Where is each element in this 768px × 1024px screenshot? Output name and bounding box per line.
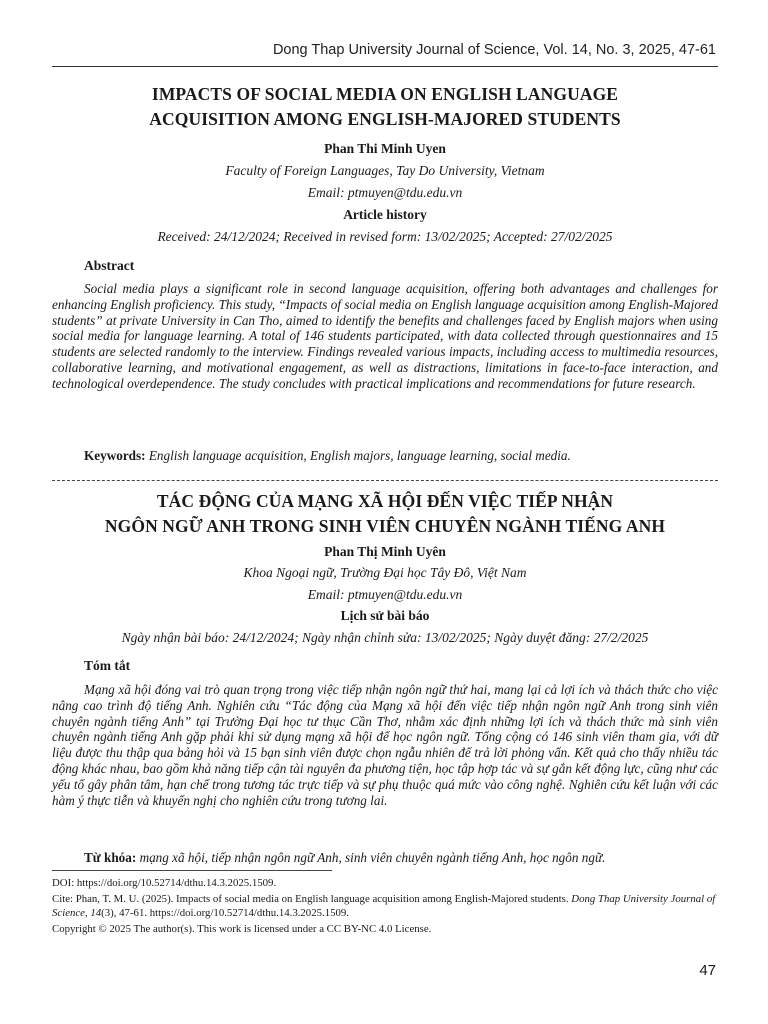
- english-affiliation: Faculty of Foreign Languages, Tay Do University, Vietnam: [225, 163, 545, 178]
- vietnamese-affiliation: Khoa Ngoại ngữ, Trường Đại học Tây Đô, Việt Nam: [243, 565, 527, 580]
- footnote-rule: [52, 870, 332, 871]
- english-author: Phan Thi Minh Uyen: [324, 141, 446, 156]
- journal-header: Dong Thap University Journal of Science, Vol. 14, No. 3, 2025, 47-61: [272, 42, 716, 58]
- section-divider-dashed: [52, 480, 718, 481]
- english-abstract-heading: Abstract: [84, 258, 135, 273]
- vietnamese-author: Phan Thị Minh Uyên: [324, 544, 446, 559]
- citation-journal: Dong Thap University Journal of Science, 14: [52, 893, 716, 919]
- english-keywords: [84, 448, 718, 464]
- english-history-heading: Article history: [343, 207, 427, 222]
- vietnamese-history: Ngày nhận bài báo: 24/12/2024; Ngày nhận chỉnh sửa: 13/02/2025; Ngày duyệt đăng: 27/2/2025: [121, 630, 649, 645]
- vietnamese-keywords: [84, 850, 718, 866]
- citation: [52, 892, 718, 920]
- vietnamese-email: Email: ptmuyen@tdu.edu.vn: [307, 587, 463, 602]
- citation-prefix: Cite: Phan, T. M. U. (2025). Impacts of social media on English language acquisition among English-Majored students.: [52, 893, 572, 905]
- english-history: Received: 24/12/2024; Received in revised form: 13/02/2025; Accepted: 27/02/2025: [157, 229, 613, 244]
- english-keywords-label: Keywords:: [84, 448, 146, 463]
- vietnamese-history-heading: Lịch sử bài báo: [340, 608, 430, 623]
- english-abstract: Social media plays a significant role in second language acquisition, offering both advantages and challenges for enhancing English proficiency. This study, “Impacts of social media on English language acquisition among English-Majored students” at private University in Can Tho, aimed to identify the benefits and challenges faced by English majors when using social media for language learning. A total of 146 students participated, with data collected through questionnaires and 15 students are selected randomly to the interview. Findings revealed various impacts, including access to multimedia resources, collaborative learning, and motivational engagement, as well as distractions, limitations in face-to-face interaction, and technological overdependence. The study concludes with practical implications and recommendations for future research.: [52, 281, 718, 391]
- vietnamese-abstract-heading: Tóm tắt: [84, 658, 131, 673]
- vietnamese-title-line2: NGÔN NGỮ ANH TRONG SINH VIÊN CHUYÊN NGÀNH TIẾNG ANH: [104, 516, 666, 536]
- page-number: 47: [699, 962, 716, 979]
- citation-suffix: (3), 47-61. https://doi.org/10.52714/dthu.14.3.2025.1509.: [101, 907, 349, 919]
- english-title-line1: IMPACTS OF SOCIAL MEDIA ON ENGLISH LANGUAGE: [151, 84, 619, 104]
- vietnamese-title-line1: TÁC ĐỘNG CỦA MẠNG XÃ HỘI ĐẾN VIỆC TIẾP NHẬN: [156, 491, 614, 511]
- english-keywords-text: English language acquisition, English majors, language learning, social media.: [145, 448, 571, 463]
- copyright-line: Copyright © 2025 The author(s). This work is licensed under a CC BY-NC 4.0 License.: [52, 923, 432, 935]
- header-rule: [52, 66, 718, 67]
- vietnamese-abstract: Mạng xã hội đóng vai trò quan trọng trong việc tiếp nhận ngôn ngữ thứ hai, mang lại cả lợi ích và thách thức cho việc nâng cao trình độ tiếng Anh. Nghiên cứu “Tác động của Mạng xã hội đến việc tiếp nhận ngôn ngữ Anh trong sinh viên chuyên ngành tiếng Anh” tại Trường Đại học tư thục Cần Thơ, nhằm xác định những lợi ích và thách thức mà sinh viên chuyên ngành tiếng Anh gặp phải khi sử dụng mạng xã hội để học ngôn ngữ. Tổng cộng có 146 sinh viên tham gia, với dữ liệu được thu thập qua bảng hỏi và 15 bạn sinh viên được chọn ngẫu nhiên để trả lời phỏng vấn. Kết quả cho thấy nhiều tác động khác nhau, bao gồm khả năng tiếp cận tài nguyên đa phương tiện, học tập hợp tác và sự gắn kết động lực, cũng như các yếu tố gây phân tâm, hạn chế trong tương tác trực tiếp và sự phụ thuộc quá mức vào công nghệ. Nghiên cứu kết luận với các hàm ý thực tiễn và khuyến nghị cho nghiên cứu trong tương lai.: [52, 682, 718, 808]
- vietnamese-keywords-text: mạng xã hội, tiếp nhận ngôn ngữ Anh, sinh viên chuyên ngành tiếng Anh, học ngôn ngữ.: [136, 850, 606, 865]
- vietnamese-keywords-label: Từ khóa:: [84, 850, 137, 865]
- doi-line: DOI: https://doi.org/10.52714/dthu.14.3.2025.1509.: [52, 877, 277, 889]
- english-title-line2: ACQUISITION AMONG ENGLISH-MAJORED STUDENTS: [149, 109, 621, 129]
- english-email: Email: ptmuyen@tdu.edu.vn: [307, 185, 463, 200]
